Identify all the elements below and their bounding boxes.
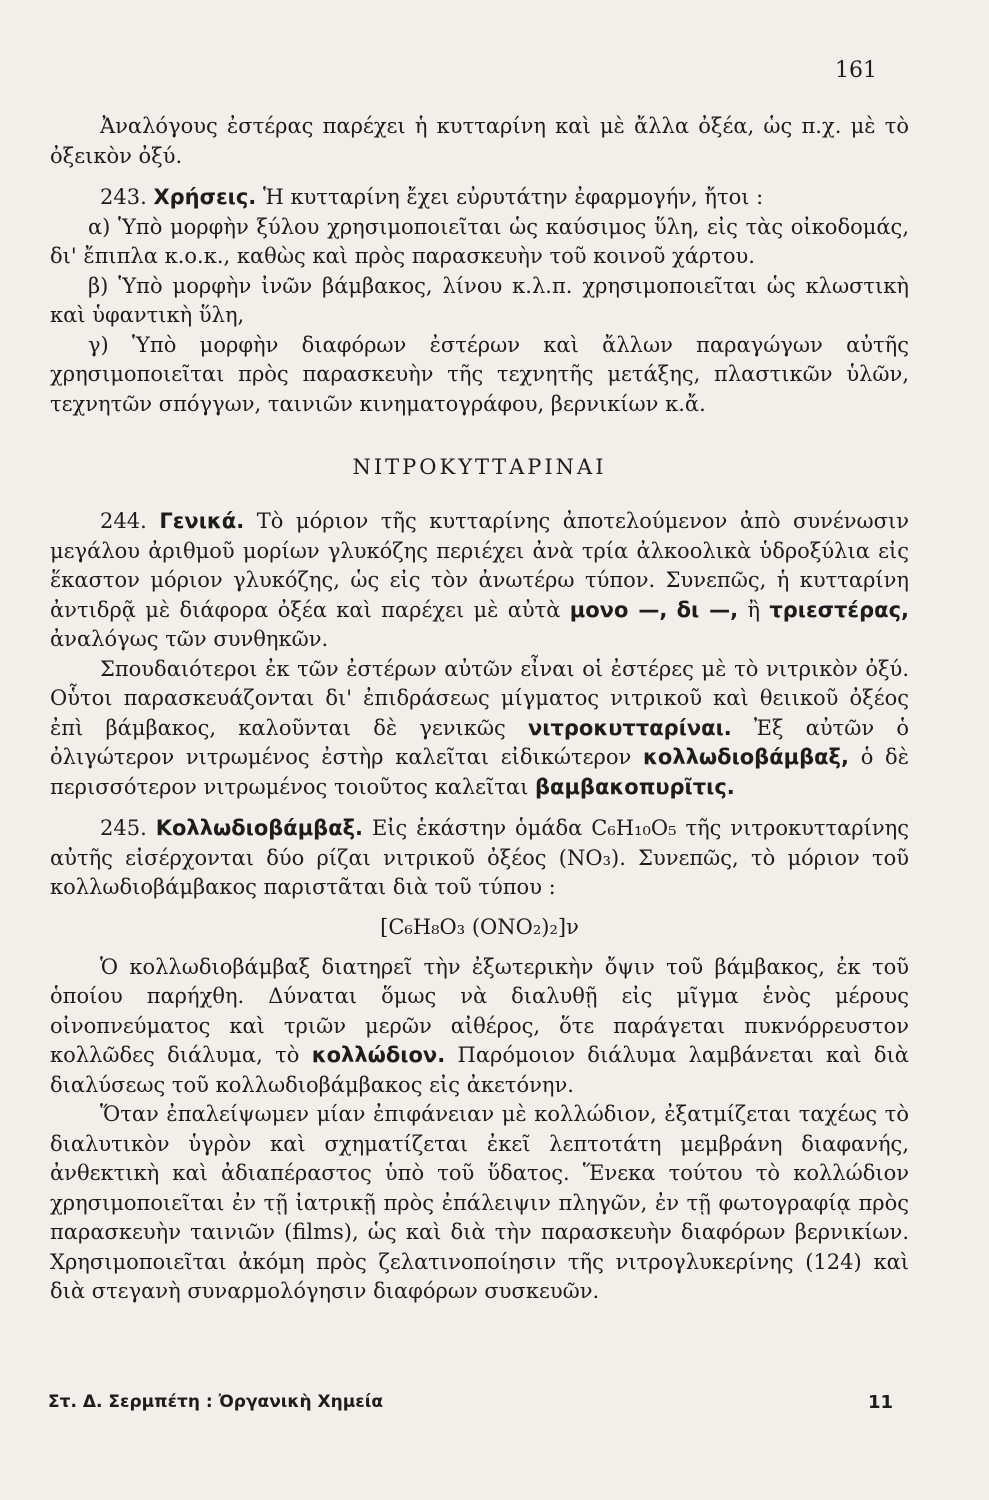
conjunction: ἢ <box>747 597 761 622</box>
paragraph-text: ὁ δὲ περισσότερον νιτρωμένος τοιοῦτος καλεῖται <box>50 745 909 799</box>
section-title: Κολλωδιοβάμβαξ. <box>155 816 364 840</box>
term-guncotton: βαμβακοπυρῖτις. <box>535 774 735 799</box>
section-number: 244. <box>100 509 147 533</box>
section-number: 245. <box>100 816 147 840</box>
section-text: Εἰς ἑκάστην ὁμάδα C₆H₁₀O₅ τῆς νιτροκυτταρίνης αὐτῆς εἰσέρχονται δύο ρίζαι νιτρικοῦ ὀξέος (NO₃). Συνεπῶς, τὸ μόριον τοῦ κολλωδιοβάμβακος παριστᾶται διὰ τοῦ τύπου : <box>50 816 909 899</box>
paragraph-text: Ἐξ αὐτῶν ὁ ὀλιγώτερον νιτρωμένος ἐστὴρ καλεῖται εἰδικώτερον <box>50 715 909 769</box>
footer-author-title: Στ. Δ. Σερμπέτη : Ὀργανικὴ Χημεία <box>48 1392 383 1412</box>
term-collodion-cotton: κολλωδιοβάμβαξ, <box>642 745 849 769</box>
page-text <box>50 112 909 1307</box>
term-triesters: τριεστέρας, <box>769 597 909 622</box>
paragraph-esters-intro: Ἀναλόγους ἐστέρας παρέχει ἡ κυτταρίνη καὶ μὲ ἄλλα ὀξέα, ὡς π.χ. μὲ τὸ ὀξεικὸν ὀξύ. <box>50 114 909 168</box>
chemical-formula: [C₆H₈O₃ (ONO₂)₂]ν <box>380 914 579 939</box>
paragraph-text: Παρόμοιον διάλυμα λαμβάνεται καὶ διὰ διαλύσεως τοῦ κολλωδιοβάμβακος εἰς ἀκετόνην. <box>50 1043 909 1097</box>
list-item-c: γ) Ὑπὸ μορφὴν διαφόρων ἐστέρων καὶ ἄλλων παραγώγων αὐτῆς χρησιμοποιεῖται πρὸς παρασκευὴν τῆς τεχνητῆς μετάξης, πλαστικῶν ὑλῶν, τεχνητῶν σπόγγων, ταινιῶν κινηματογράφου, βερνικίων κ.ἄ. <box>50 332 909 416</box>
page-number: 161 <box>835 58 877 83</box>
list-item-b: β) Ὑπὸ μορφὴν ἰνῶν βάμβακος, λίνου κ.λ.π. χρησιμοποιεῖται ὡς κλωστικὴ καὶ ὑφαντικὴ ὕλη, <box>50 273 909 327</box>
footer-sheet-number: 11 <box>867 1392 893 1413</box>
section-text: ἀναλόγως τῶν συνθηκῶν. <box>50 627 329 651</box>
section-text: Τὸ μόριον τῆς κυτταρίνης ἀποτελούμενον ἀπὸ συνένωσιν μεγάλου ἀριθμοῦ μορίων γλυκόζης περιέχει ἀνὰ τρία ἀλκοολικὰ ὑδροξύλια εἰς ἕκαστον μόριον γλυκόζης, ὡς εἰς τὸν ἀνωτέρω τύπον. Συνεπῶς, ἡ κυτταρίνη ἀντιδρᾷ μὲ διάφορα ὀξέα καὶ παρέχει μὲ αὐτὰ <box>50 509 909 622</box>
paragraph-text: Ὁ κολλωδιοβάμβαξ διατηρεῖ τὴν ἐξωτερικὴν ὄψιν τοῦ βάμβακος, ἐκ τοῦ ὁποίου παρήχθη. Δύναται ὅμως νὰ διαλυθῇ εἰς μῖγμα ἑνὸς μέρους οἰνοπνεύματος καὶ τριῶν μερῶν αἰθέρος, ὅτε παράγεται πυκνόρρευστον κολλῶδες διάλυμα, τὸ <box>50 954 909 1067</box>
section-number: 243. <box>100 185 147 209</box>
paragraph-nitrocellulose <box>50 655 909 803</box>
section-243-intro <box>50 183 909 213</box>
term-mono: μονο —, <box>569 597 668 622</box>
term-collodion: κολλώδιον. <box>311 1043 446 1067</box>
paragraph-collodion-uses: Ὅταν ἐπαλείψωμεν μίαν ἐπιφάνειαν μὲ κολλώδιον, ἐξατμίζεται ταχέως τὸ διαλυτικὸν ὑγρὸν καὶ σχηματίζεται ἐκεῖ λεπτοτάτη μεμβράνη διαφανής, ἀνθεκτικὴ καὶ ἀδιαπέραστος ὑπὸ τοῦ ὕδατος. Ἕνεκα τούτου τὸ κολλώδιον χρησιμοποιεῖται ἐν τῇ ἰατρικῇ πρὸς ἐπάλειψιν πληγῶν, ἐν τῇ φωτογραφίᾳ πρὸς παρασκευὴν ταινιῶν (films), ὡς καὶ διὰ τὴν παρασκευὴν διαφόρων βερνικίων. Χρησιμοποιεῖται ἀκόμη πρὸς ζελατινοποίησιν τῆς νιτρογλυκερίνης (124) καὶ διὰ στεγανὴ συναρμολόγησιν διαφόρων συσκευῶν. <box>50 1102 909 1303</box>
section-title: Γενικά. <box>159 509 245 533</box>
term-nitrocellulose: νιτροκυτταρίναι. <box>527 715 732 740</box>
section-244-paragraph <box>50 507 909 655</box>
chapter-heading: ΝΙΤΡΟΚΥΤΤΑΡΙΝΑΙ <box>352 455 607 479</box>
paragraph-collodion <box>50 953 909 1101</box>
page-footer <box>48 1392 893 1413</box>
section-title: Χρήσεις. <box>153 185 257 209</box>
list-item-a: α) Ὑπὸ μορφὴν ξύλου χρησιμοποιεῖται ὡς καύσιμος ὕλη, εἰς τὰς οἰκοδομάς, δι' ἔπιπλα κ.ο.κ., καθὼς καὶ πρὸς παρασκευὴν τοῦ κοινοῦ χάρτου. <box>50 214 909 268</box>
section-245-paragraph <box>50 814 909 903</box>
paragraph-text: Σπουδαιότεροι ἐκ τῶν ἐστέρων αὐτῶν εἶναι οἱ ἐστέρες μὲ τὸ νιτρικὸν ὀξύ. Οὗτοι παρασκευάζονται δι' ἐπιδράσεως μίγματος νιτρικοῦ καὶ θειικοῦ ὀξέος ἐπὶ βάμβακος, καλοῦνται δὲ γενικῶς <box>50 656 909 740</box>
section-text: Ἡ κυτταρίνη ἔχει εὐρυτάτην ἐφαρμογήν, ἤτοι : <box>262 185 764 209</box>
term-di: δι —, <box>676 597 739 622</box>
